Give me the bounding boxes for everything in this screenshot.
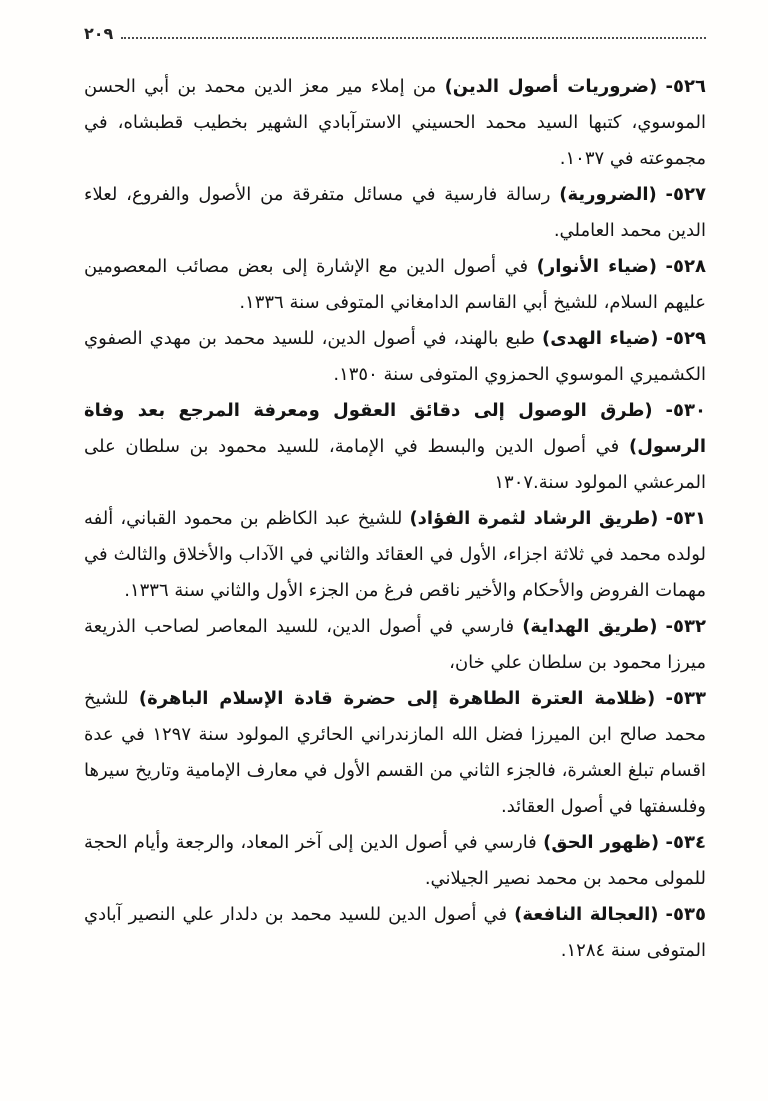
entry-text: في أصول الدين مع الإشارة إلى بعض مصائب المعصومين عليهم السلام، للشيخ أبي القاسم الدامغاني المتوفى سنة ١٣٣٦. [84,256,706,313]
catalog-entry [84,321,706,393]
entry-title: (طريق الرشاد لثمرة الفؤاد) [409,508,659,529]
catalog-entry [84,609,706,681]
entry-text: للشيخ محمد صالح ابن الميرزا فضل الله المازندراني الحائري المولود سنة ١٢٩٧ في عدة اقسام تبلغ العشرة، فالجزء الثاني من القسم الأول في معارف الإمامية وتاريخ سيرها وفلسفتها في أصول العقائد. [84,688,706,817]
entry-title: (ظهور الحق) [543,832,660,853]
catalog-entry [84,681,706,825]
catalog-entry [84,501,706,609]
header-dotted-leader [121,37,706,39]
catalog-entry [84,393,706,501]
entry-text: للشيخ عبد الكاظم بن محمود القباني، ألفه لولده محمد في ثلاثة اجزاء، الأول في العقائد والثاني في الآداب والأخلاق والثالث في مهمات الفروض والأحكام والأخير ناقص فرغ من الجزء الأول والثاني سنة ١٣٣٦. [84,508,706,601]
entry-title: (طرق الوصول إلى دقائق العقول ومعرفة المرجع بعد وفاة الرسول) [84,400,706,457]
entries-list [84,69,706,969]
entry-text: في أصول الدين والبسط في الإمامة، للسيد محمود بن سلطان على المرعشي المولود سنة.١٣٠٧ [84,436,706,493]
entry-title: (الضرورية) [559,184,657,205]
entry-title: (طريق الهداية) [522,616,658,637]
entry-number: ٥٣١- [665,508,706,529]
entry-number: ٥٣٤- [665,832,706,853]
entry-title: (ضياء الهدى) [541,328,659,349]
entry-text: فارسي في أصول الدين إلى آخر المعاد، والرجعة وأيام الحجة للمولى محمد بن محمد نصير الجيلاني. [84,832,706,889]
entry-number: ٥٣٣- [665,688,706,709]
entry-number: ٥٢٨- [665,256,706,277]
catalog-entry [84,249,706,321]
entry-text: فارسي في أصول الدين، للسيد المعاصر لصاحب الذريعة ميرزا محمود بن سلطان علي خان، [84,616,706,673]
entry-number: ٥٣٢- [665,616,706,637]
entry-title: (العجالة النافعة) [514,904,659,925]
entry-number: ٥٣٥- [665,904,706,925]
catalog-entry [84,69,706,177]
entry-number: ٥٢٧- [665,184,706,205]
entry-text: من إملاء مير معز الدين محمد بن أبي الحسن الموسوي، كتبها السيد محمد الحسيني الاسترآبادي الشهير بخطيب قطبشاه، في مجموعته في ١٠٣٧. [84,76,706,169]
entry-number: ٥٣٠- [665,400,706,421]
entry-text: رسالة فارسية في مسائل متفرقة من الأصول والفروع، لعلاء الدين محمد العاملي. [84,184,706,241]
catalog-entry [84,897,706,969]
page-header [84,26,706,43]
entry-title: (ضياء الأنوار) [536,256,658,277]
entry-text: طبع بالهند، في أصول الدين، للسيد محمد بن مهدي الصفوي الكشميري الموسوي الحمزوي المتوفى سنة ١٣٥٠. [84,328,706,385]
entry-number: ٥٢٩- [665,328,706,349]
page-number: ٢٠٩ [84,24,114,43]
entry-number: ٥٢٦- [665,76,706,97]
entry-text: في أصول الدين للسيد محمد بن دلدار علي النصير آبادي المتوفى سنة ١٢٨٤. [84,904,706,961]
entry-title: (ظلامة العترة الطاهرة إلى حضرة قادة الإسلام الباهرة) [138,688,656,709]
catalog-entry [84,825,706,897]
entry-title: (ضروريات أصول الدين) [444,76,658,97]
catalog-entry [84,177,706,249]
